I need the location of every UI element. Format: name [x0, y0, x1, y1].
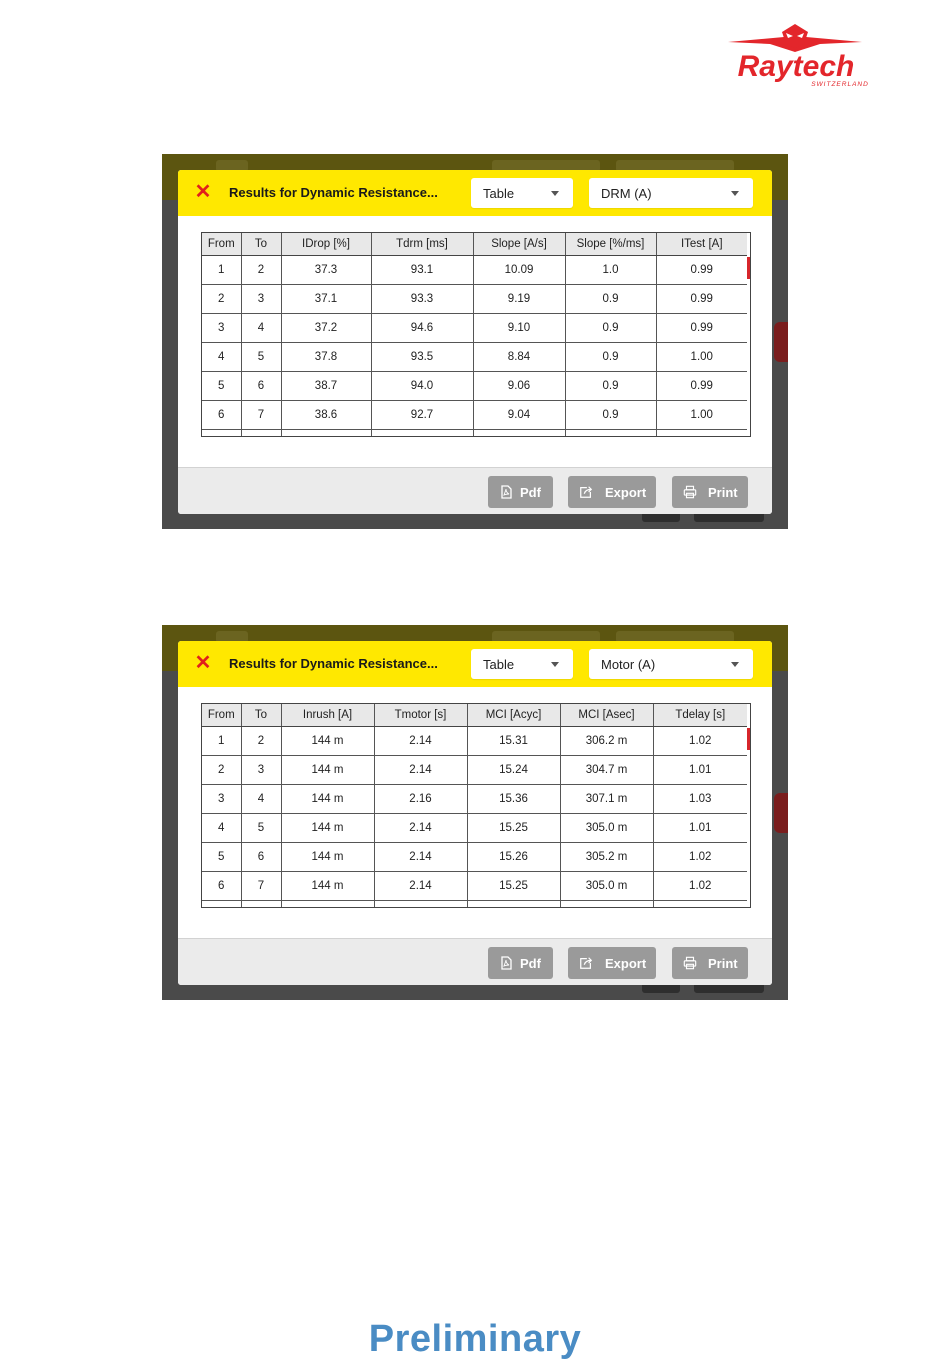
table-cell: 7	[241, 401, 281, 430]
table-cell: 92.7	[371, 401, 473, 430]
dialog-footer	[178, 467, 772, 514]
column-header[interactable]: IDrop [%]	[281, 233, 371, 256]
table-row[interactable]	[202, 785, 747, 814]
table-header-row	[202, 233, 747, 256]
export-icon	[579, 485, 593, 499]
table-cell	[467, 901, 560, 909]
table-cell: 2.14	[374, 872, 467, 901]
table-cell	[371, 430, 473, 438]
table-cell: 0.9	[565, 343, 656, 372]
table-cell: 2	[202, 285, 241, 314]
table-cell: 6	[241, 843, 281, 872]
view-select[interactable]	[471, 649, 573, 679]
results-dialog	[178, 170, 772, 514]
table-row[interactable]	[202, 256, 747, 285]
table-row[interactable]	[202, 727, 747, 756]
column-header[interactable]: Slope [A/s]	[473, 233, 565, 256]
table-cell: 94.0	[371, 372, 473, 401]
background-side-tab	[774, 793, 788, 833]
table-cell	[241, 430, 281, 438]
table-cell: 93.3	[371, 285, 473, 314]
table-cell: 0.9	[565, 285, 656, 314]
export-button[interactable]	[568, 476, 656, 508]
table-cell: 4	[241, 785, 281, 814]
table-cell: 2.16	[374, 785, 467, 814]
table-row[interactable]	[202, 314, 747, 343]
table-cell: 1.03	[653, 785, 747, 814]
preliminary-watermark: Preliminary	[368, 1318, 582, 1360]
screenshot-drm	[162, 154, 788, 529]
table-cell: 15.25	[467, 872, 560, 901]
table-cell: 2	[241, 727, 281, 756]
scrollbar-thumb[interactable]	[747, 728, 750, 750]
export-icon	[579, 956, 593, 970]
table-cell: 7	[241, 872, 281, 901]
table-cell: 37.1	[281, 285, 371, 314]
close-icon[interactable]: ✕	[194, 652, 212, 674]
table-cell	[281, 901, 374, 909]
table-cell: 8.84	[473, 343, 565, 372]
column-header[interactable]: To	[241, 704, 281, 727]
table-cell: 144 m	[281, 756, 374, 785]
pdf-button-label: Pdf	[520, 485, 541, 500]
column-header[interactable]: Inrush [A]	[281, 704, 374, 727]
table-cell: 0.99	[656, 285, 747, 314]
dialog-header	[178, 641, 772, 687]
printer-icon	[683, 485, 697, 499]
scrollbar-thumb[interactable]	[747, 257, 750, 279]
pdf-file-icon	[499, 485, 513, 499]
table-cell: 0.99	[656, 372, 747, 401]
chevron-down-icon	[731, 191, 739, 196]
view-select[interactable]	[471, 178, 573, 208]
table-cell	[473, 430, 565, 438]
view-select-value: Table	[483, 186, 515, 201]
print-button-label: Print	[708, 485, 738, 500]
export-button[interactable]	[568, 947, 656, 979]
column-header[interactable]: Tmotor [s]	[374, 704, 467, 727]
channel-select[interactable]	[589, 178, 753, 208]
printer-icon	[683, 956, 697, 970]
table-cell: 1.01	[653, 756, 747, 785]
table-cell: 144 m	[281, 785, 374, 814]
table-row[interactable]	[202, 285, 747, 314]
table-cell: 305.0 m	[560, 872, 653, 901]
table-cell: 5	[202, 372, 241, 401]
table-cell: 5	[241, 814, 281, 843]
table-row[interactable]	[202, 343, 747, 372]
table-cell: 1.00	[656, 401, 747, 430]
table-cell: 144 m	[281, 843, 374, 872]
table-cell: 1.0	[565, 256, 656, 285]
table-cell: 144 m	[281, 872, 374, 901]
print-button[interactable]	[672, 947, 748, 979]
channel-select[interactable]	[589, 649, 753, 679]
table-cell: 6	[241, 372, 281, 401]
table-cell: 38.7	[281, 372, 371, 401]
table-cell: 5	[241, 343, 281, 372]
print-button-label: Print	[708, 956, 738, 971]
table-cell: 1.02	[653, 727, 747, 756]
column-header[interactable]: Slope [%/ms]	[565, 233, 656, 256]
close-icon[interactable]: ✕	[194, 181, 212, 203]
table-cell: 15.26	[467, 843, 560, 872]
table-cell	[656, 430, 747, 438]
chevron-down-icon	[551, 662, 559, 667]
table-row[interactable]	[202, 756, 747, 785]
table-cell: 9.04	[473, 401, 565, 430]
table-cell: 305.0 m	[560, 814, 653, 843]
screenshot-motor	[162, 625, 788, 1000]
table-cell: 305.2 m	[560, 843, 653, 872]
table-cell: 304.7 m	[560, 756, 653, 785]
print-button[interactable]	[672, 476, 748, 508]
table-cell: 15.25	[467, 814, 560, 843]
table-cell: 15.36	[467, 785, 560, 814]
table-cell: 15.24	[467, 756, 560, 785]
table-cell	[374, 901, 467, 909]
table-cell: 1.02	[653, 872, 747, 901]
table-cell: 37.3	[281, 256, 371, 285]
raytech-logo	[700, 22, 890, 92]
pdf-button[interactable]	[488, 476, 553, 508]
pdf-file-icon	[499, 956, 513, 970]
logo-brand: Raytech	[737, 50, 855, 83]
channel-select-value: DRM (A)	[601, 186, 652, 201]
table-cell: 3	[241, 285, 281, 314]
background-side-tab	[774, 322, 788, 362]
table-cell: 15.31	[467, 727, 560, 756]
table-cell: 38.6	[281, 401, 371, 430]
column-header[interactable]: To	[241, 233, 281, 256]
table-cell	[653, 901, 747, 909]
table-cell: 144 m	[281, 727, 374, 756]
table-cell: 6	[202, 401, 241, 430]
table-cell: 5	[202, 843, 241, 872]
export-button-label: Export	[605, 956, 647, 971]
table-cell: 0.9	[565, 401, 656, 430]
table-cell: 1	[202, 256, 241, 285]
dialog-title: Results for Dynamic Resistance...	[229, 185, 438, 200]
table-row[interactable]	[202, 872, 747, 901]
table-cell: 9.19	[473, 285, 565, 314]
channel-select-value: Motor (A)	[601, 657, 656, 672]
table-cell	[202, 430, 241, 438]
table-cell: 9.10	[473, 314, 565, 343]
table-cell: 9.06	[473, 372, 565, 401]
dialog-footer	[178, 938, 772, 985]
view-select-value: Table	[483, 657, 515, 672]
table-cell	[560, 901, 653, 909]
table-cell: 93.1	[371, 256, 473, 285]
column-header[interactable]: From	[202, 704, 241, 727]
table-cell: 3	[202, 314, 241, 343]
table-cell: 4	[202, 343, 241, 372]
table-cell: 1	[202, 727, 241, 756]
table-cell: 2.14	[374, 843, 467, 872]
table-cell	[202, 901, 241, 909]
table-cell: 2	[241, 256, 281, 285]
table-cell: 3	[241, 756, 281, 785]
table-row[interactable]	[202, 843, 747, 872]
column-header[interactable]: Tdelay [s]	[653, 704, 747, 727]
column-header[interactable]: ITest [A]	[656, 233, 747, 256]
results-table[interactable]	[201, 703, 751, 908]
table-cell: 2.14	[374, 727, 467, 756]
column-header[interactable]: Tdrm [ms]	[371, 233, 473, 256]
dialog-header	[178, 170, 772, 216]
table-cell: 0.9	[565, 372, 656, 401]
table-cell: 2	[202, 756, 241, 785]
column-header[interactable]: From	[202, 233, 241, 256]
dialog-title: Results for Dynamic Resistance...	[229, 656, 438, 671]
table-header-row	[202, 704, 747, 727]
table-cell: 2.14	[374, 756, 467, 785]
results-dialog	[178, 641, 772, 985]
logo-tagline: SWITZERLAND	[811, 81, 869, 88]
table-row[interactable]	[202, 401, 747, 430]
table-cell: 1.00	[656, 343, 747, 372]
column-header[interactable]: MCI [Asec]	[560, 704, 653, 727]
table-cell: 93.5	[371, 343, 473, 372]
table-row-partial	[202, 430, 747, 438]
table-cell: 37.8	[281, 343, 371, 372]
table-cell	[241, 901, 281, 909]
table-cell: 0.99	[656, 256, 747, 285]
table-cell	[281, 430, 371, 438]
table-cell: 144 m	[281, 814, 374, 843]
chevron-down-icon	[731, 662, 739, 667]
table-cell: 94.6	[371, 314, 473, 343]
pdf-button-label: Pdf	[520, 956, 541, 971]
table-cell: 0.99	[656, 314, 747, 343]
pdf-button[interactable]	[488, 947, 553, 979]
table-cell: 306.2 m	[560, 727, 653, 756]
column-header[interactable]: MCI [Acyc]	[467, 704, 560, 727]
table-cell: 4	[202, 814, 241, 843]
chevron-down-icon	[551, 191, 559, 196]
table-cell: 2.14	[374, 814, 467, 843]
table-row-partial	[202, 901, 747, 909]
table-cell: 37.2	[281, 314, 371, 343]
table-row[interactable]	[202, 372, 747, 401]
table-cell	[565, 430, 656, 438]
table-cell: 307.1 m	[560, 785, 653, 814]
table-cell: 1.02	[653, 843, 747, 872]
table-cell: 10.09	[473, 256, 565, 285]
export-button-label: Export	[605, 485, 647, 500]
table-cell: 4	[241, 314, 281, 343]
results-table[interactable]	[201, 232, 751, 437]
table-cell: 6	[202, 872, 241, 901]
table-cell: 0.9	[565, 314, 656, 343]
table-cell: 3	[202, 785, 241, 814]
table-row[interactable]	[202, 814, 747, 843]
table-cell: 1.01	[653, 814, 747, 843]
